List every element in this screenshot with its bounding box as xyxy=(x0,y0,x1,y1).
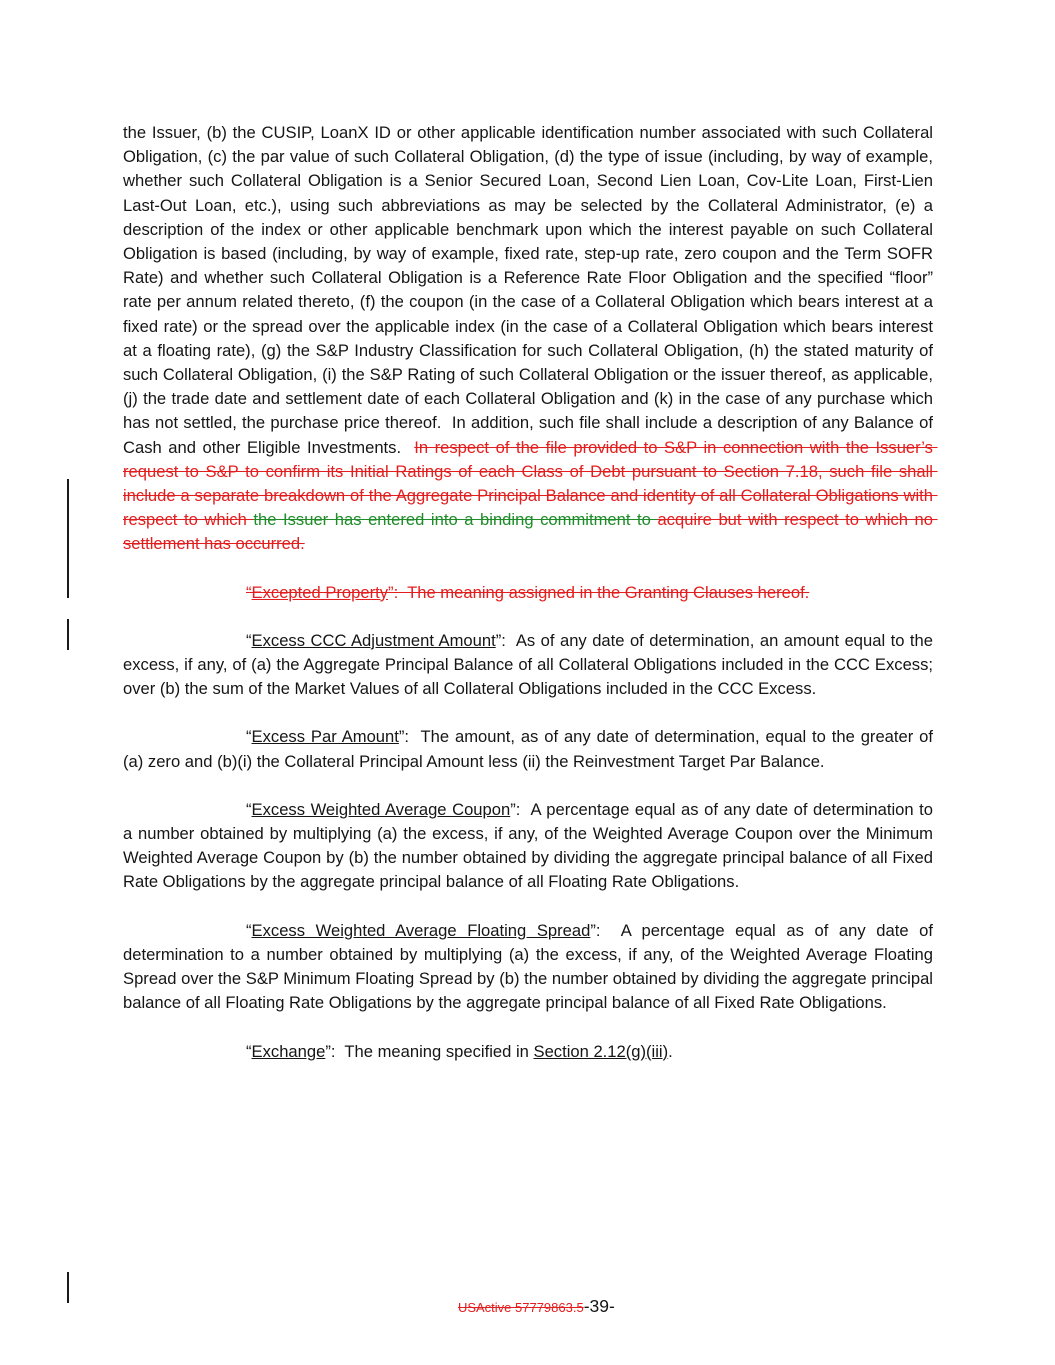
text-run-del-red: ”: The meaning assigned in the Granting Clauses hereof. xyxy=(388,582,810,602)
text-run-del-green: the Issuer has entered into a binding commitment to xyxy=(253,510,658,530)
text-run-term: Exchange xyxy=(251,1041,326,1061)
text-run-normal: the Issuer, (b) the CUSIP, LoanX ID or other applicable identification number associated with such Collateral Obligation, (c) the par value of such Collateral Obligation, (d) the type of issue (including, by way of example, whether such Collateral Obligation is a Senior Secured Loan, Second Lien Loan, Cov-Lite Loan, First-Lien Last-Out Loan, etc.), using such abbreviations as may be selected by the Collateral Administrator, (e) a description of the index or other applicable benchmark upon which the interest payable on such Collateral Obligation is based (including, by way of example, fixed rate, step-up rate, zero coupon and the Term SOFR Rate) and whether such Collateral Obligation is a Reference Rate Floor Obligation and the specified “floor” rate per annum related thereto, (f) the coupon (in the case of a Collateral Obligation which bears interest at a fixed rate) or the spread over the applicable index (in the case of a Collateral Obligation which bears interest at a floating rate), (g) the S&P Industry Classification for such Collateral Obligation, (h) the stated maturity of such Collateral Obligation, (i) the S&P Rating of such Collateral Obligation or the issuer thereof, as applicable, (j) the trade date and settlement date of each Collateral Obligation and (k) in the case of any purchase which has not settled, the purchase price thereof. In addition, such file shall include a description of any Balance of Cash and other Eligible Investments. xyxy=(123,123,938,457)
text-run-normal: “ xyxy=(246,1041,252,1061)
document-body xyxy=(123,121,938,1088)
revision-change-bar xyxy=(67,479,69,598)
text-run-term: Excess Par Amount xyxy=(251,727,399,747)
text-run-term: Section 2.12(g)(iii) xyxy=(533,1041,669,1061)
text-run-normal: ”: A percentage equal as of any date of determination to a number obtained by multiplying (a) the excess, if any, of the Weighted Average Floating Spread over the S&P Minimum Floating Spread by (b) the number obtained by dividing the aggregate principal balance of all Floating Rate Obligations by the aggregate principal balance of all Fixed Rate Obligations. xyxy=(123,920,938,1013)
text-run-normal: “ xyxy=(246,727,252,747)
para-excess-ccc-adjustment-amount xyxy=(123,629,938,702)
text-run-del-red: acquire but with respect to which no settlement has occurred. xyxy=(123,510,938,554)
para-excepted-property xyxy=(123,581,933,605)
para-exchange xyxy=(123,1040,933,1064)
text-run-term: Excess CCC Adjustment Amount xyxy=(251,630,496,650)
text-run-normal: “ xyxy=(246,920,252,940)
text-run-normal: “ xyxy=(246,799,252,819)
footer-doc-id-deleted: USActive 57779863.5 xyxy=(457,1300,584,1315)
para-excess-weighted-average-coupon xyxy=(123,798,938,895)
text-run-del-red: “ xyxy=(246,582,252,602)
text-run-normal: ”: The amount, as of any date of determination, equal to the greater of (a) zero and (b)(i) the Collateral Principal Amount less (ii) the Reinvestment Target Par Balance. xyxy=(123,727,938,771)
revision-change-bar xyxy=(67,619,69,650)
text-run-normal: “ xyxy=(246,630,252,650)
para-excess-weighted-average-floating-spread xyxy=(123,919,938,1016)
text-run-term: Excess Weighted Average Coupon xyxy=(251,799,511,819)
text-run-normal: ”: The meaning specified in xyxy=(325,1041,534,1061)
text-run-normal: . xyxy=(668,1041,673,1061)
footer-page-number: -39- xyxy=(583,1296,615,1316)
text-run-normal: ”: As of any date of determination, an amount equal to the excess, if any, of (a) the Aggregate Principal Balance of all Collateral Obligations included in the CCC Excess; over (b) the sum of the Market Values of all Collateral Obligations included in the CCC Excess. xyxy=(123,630,938,699)
text-run-del-red: In respect of the file provided to S&P in connection with the Issuer’s request to S&P to confirm its Initial Ratings of each Class of Debt pursuant to Section 7.18, such file shall include a separate breakdown of the Aggregate Principal Balance and identity of all Collateral Obligations with respect to which xyxy=(123,437,938,530)
para-excess-par-amount xyxy=(123,725,938,773)
text-run-normal: ”: A percentage equal as of any date of determination to a number obtained by multiplying (a) the excess, if any, of the Weighted Average Coupon over the Minimum Weighted Average Coupon by (b) the number obtained by dividing the aggregate principal balance of all Fixed Rate Obligations by the aggregate principal balance of all Floating Rate Obligations. xyxy=(123,799,938,892)
para-collateral-obligation-file xyxy=(123,121,938,557)
page-footer xyxy=(0,1278,1055,1335)
text-run-del-red-u: Excepted Property xyxy=(251,582,389,602)
text-run-term: Excess Weighted Average Floating Spread xyxy=(251,920,591,940)
